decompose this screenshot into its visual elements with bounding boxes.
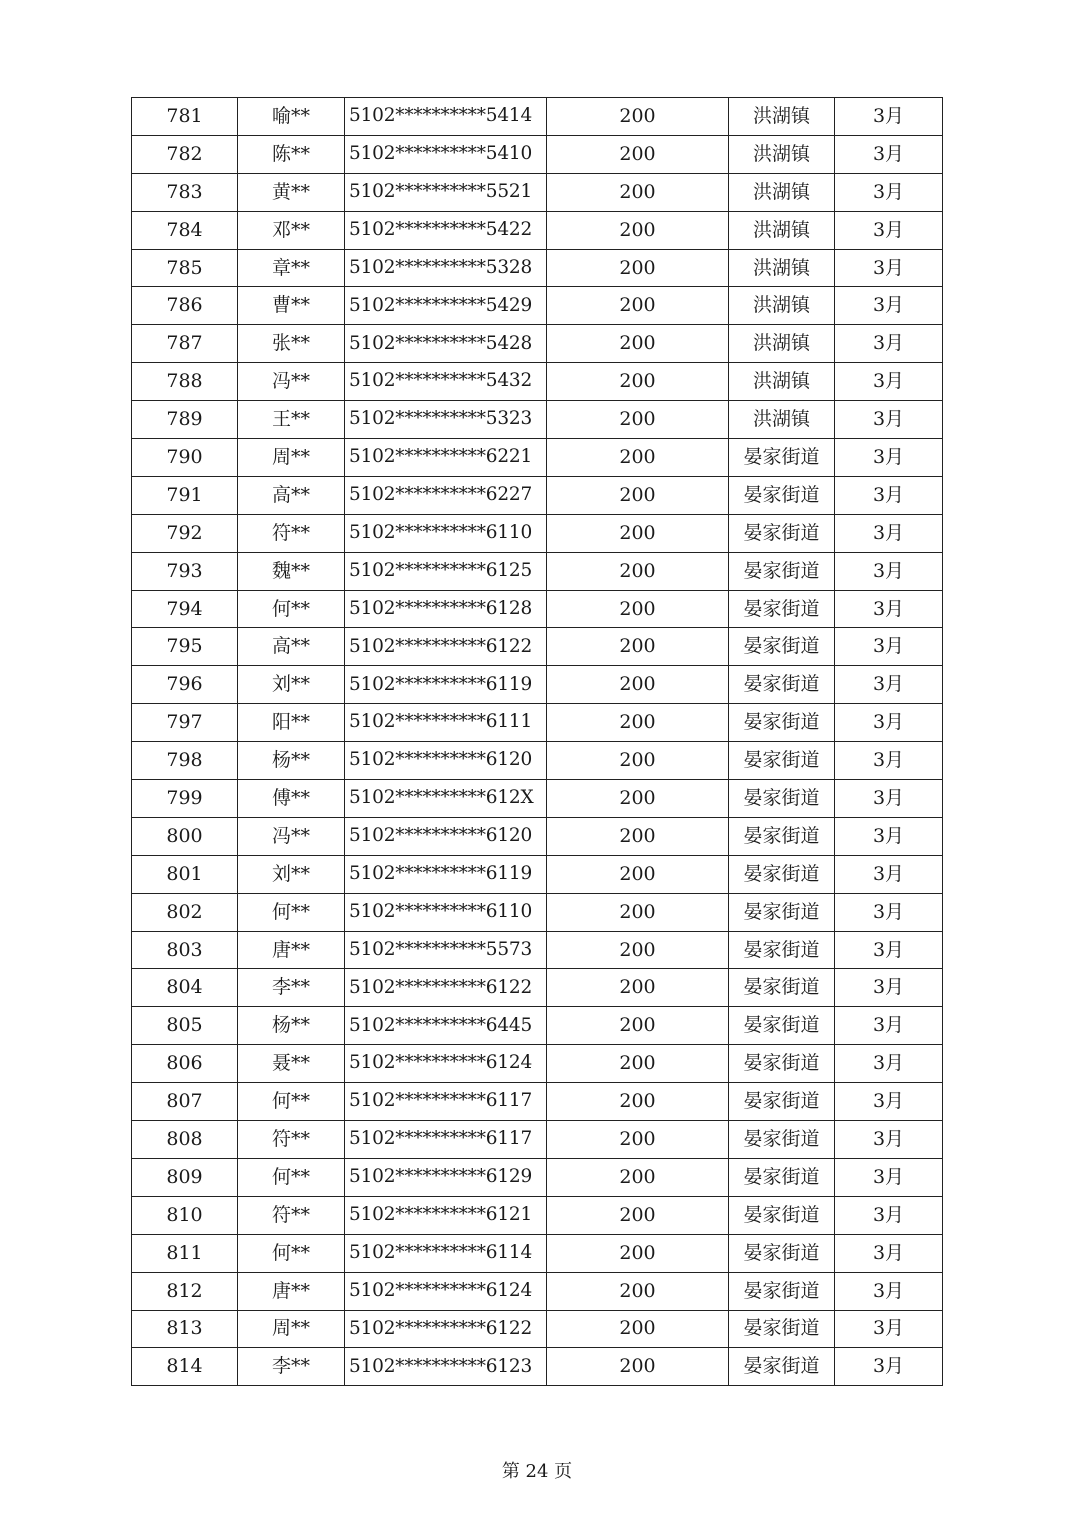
table-row [132,401,943,439]
cell-month: 3月 [835,439,943,477]
cell-amount: 200 [547,1045,729,1083]
cell-amount: 200 [547,969,729,1007]
cell-area: 晏家街道 [729,1045,835,1083]
cell-area: 晏家街道 [729,666,835,704]
cell-serial-number: 784 [132,211,238,249]
cell-id-number: 5102**********6114 [345,1234,547,1272]
cell-area: 晏家街道 [729,590,835,628]
cell-month: 3月 [835,1310,943,1348]
table-row [132,1083,943,1121]
cell-area: 晏家街道 [729,628,835,666]
cell-area: 晏家街道 [729,1158,835,1196]
cell-id-number: 5102**********6221 [345,439,547,477]
cell-serial-number: 796 [132,666,238,704]
cell-serial-number: 811 [132,1234,238,1272]
cell-name: 章** [238,249,345,287]
cell-area: 晏家街道 [729,969,835,1007]
cell-id-number: 5102**********6110 [345,893,547,931]
cell-month: 3月 [835,666,943,704]
cell-name: 周** [238,439,345,477]
page-number: 第 24 页 [501,1461,573,1482]
cell-amount: 200 [547,590,729,628]
cell-name: 高** [238,476,345,514]
cell-month: 3月 [835,1272,943,1310]
cell-name: 曹** [238,287,345,325]
cell-month: 3月 [835,1196,943,1234]
cell-serial-number: 814 [132,1348,238,1386]
cell-name: 杨** [238,742,345,780]
table-row [132,1234,943,1272]
cell-id-number: 5102**********6124 [345,1045,547,1083]
cell-serial-number: 809 [132,1158,238,1196]
cell-name: 冯** [238,363,345,401]
cell-id-number: 5102**********5521 [345,173,547,211]
cell-month: 3月 [835,1045,943,1083]
cell-month: 3月 [835,552,943,590]
cell-month: 3月 [835,1234,943,1272]
cell-serial-number: 786 [132,287,238,325]
cell-month: 3月 [835,931,943,969]
table-row [132,1121,943,1159]
cell-month: 3月 [835,476,943,514]
cell-serial-number: 793 [132,552,238,590]
cell-name: 符** [238,1196,345,1234]
cell-serial-number: 808 [132,1121,238,1159]
cell-amount: 200 [547,893,729,931]
cell-amount: 200 [547,742,729,780]
cell-amount: 200 [547,249,729,287]
table-row [132,249,943,287]
cell-id-number: 5102**********5422 [345,211,547,249]
cell-name: 冯** [238,817,345,855]
cell-amount: 200 [547,1007,729,1045]
cell-month: 3月 [835,211,943,249]
cell-amount: 200 [547,514,729,552]
cell-amount: 200 [547,855,729,893]
cell-serial-number: 800 [132,817,238,855]
cell-id-number: 5102**********6117 [345,1121,547,1159]
cell-amount: 200 [547,817,729,855]
cell-amount: 200 [547,1272,729,1310]
cell-id-number: 5102**********6129 [345,1158,547,1196]
cell-amount: 200 [547,476,729,514]
cell-id-number: 5102**********6122 [345,628,547,666]
cell-name: 刘** [238,666,345,704]
cell-area: 晏家街道 [729,1272,835,1310]
cell-serial-number: 802 [132,893,238,931]
cell-amount: 200 [547,211,729,249]
cell-serial-number: 812 [132,1272,238,1310]
cell-name: 喻** [238,98,345,136]
cell-month: 3月 [835,969,943,1007]
cell-month: 3月 [835,855,943,893]
cell-id-number: 5102**********5328 [345,249,547,287]
cell-id-number: 5102**********6117 [345,1083,547,1121]
cell-id-number: 5102**********6119 [345,855,547,893]
cell-serial-number: 807 [132,1083,238,1121]
cell-name: 何** [238,1234,345,1272]
cell-name: 何** [238,590,345,628]
cell-month: 3月 [835,1083,943,1121]
cell-serial-number: 792 [132,514,238,552]
table-row [132,1310,943,1348]
cell-serial-number: 805 [132,1007,238,1045]
cell-area: 洪湖镇 [729,287,835,325]
cell-id-number: 5102**********6227 [345,476,547,514]
cell-month: 3月 [835,363,943,401]
cell-area: 晏家街道 [729,817,835,855]
cell-area: 洪湖镇 [729,98,835,136]
cell-serial-number: 790 [132,439,238,477]
cell-area: 洪湖镇 [729,325,835,363]
cell-name: 傅** [238,780,345,818]
cell-serial-number: 803 [132,931,238,969]
cell-name: 符** [238,1121,345,1159]
table-row [132,1045,943,1083]
cell-area: 晏家街道 [729,1083,835,1121]
cell-serial-number: 797 [132,704,238,742]
table-row [132,1272,943,1310]
cell-amount: 200 [547,287,729,325]
table-row [132,325,943,363]
cell-area: 洪湖镇 [729,211,835,249]
table-row [132,1158,943,1196]
cell-name: 杨** [238,1007,345,1045]
table-row [132,552,943,590]
cell-id-number: 5102**********612X [345,780,547,818]
cell-serial-number: 801 [132,855,238,893]
cell-id-number: 5102**********6445 [345,1007,547,1045]
cell-serial-number: 798 [132,742,238,780]
table-row [132,287,943,325]
cell-name: 何** [238,1158,345,1196]
cell-month: 3月 [835,173,943,211]
cell-name: 周** [238,1310,345,1348]
cell-id-number: 5102**********6122 [345,969,547,1007]
cell-amount: 200 [547,1310,729,1348]
cell-amount: 200 [547,1158,729,1196]
cell-id-number: 5102**********5573 [345,931,547,969]
cell-id-number: 5102**********6119 [345,666,547,704]
cell-amount: 200 [547,1121,729,1159]
cell-month: 3月 [835,1348,943,1386]
cell-id-number: 5102**********6110 [345,514,547,552]
cell-id-number: 5102**********6122 [345,1310,547,1348]
cell-id-number: 5102**********6125 [345,552,547,590]
cell-area: 洪湖镇 [729,135,835,173]
table-row [132,969,943,1007]
cell-amount: 200 [547,931,729,969]
cell-area: 洪湖镇 [729,401,835,439]
table-row [132,1348,943,1386]
cell-area: 晏家街道 [729,780,835,818]
cell-serial-number: 806 [132,1045,238,1083]
cell-month: 3月 [835,249,943,287]
cell-area: 洪湖镇 [729,363,835,401]
cell-area: 洪湖镇 [729,173,835,211]
cell-name: 刘** [238,855,345,893]
cell-serial-number: 804 [132,969,238,1007]
cell-id-number: 5102**********6124 [345,1272,547,1310]
cell-name: 李** [238,969,345,1007]
cell-name: 李** [238,1348,345,1386]
table-row [132,817,943,855]
table-row [132,211,943,249]
table-row [132,666,943,704]
cell-month: 3月 [835,98,943,136]
cell-serial-number: 795 [132,628,238,666]
cell-month: 3月 [835,742,943,780]
cell-id-number: 5102**********6123 [345,1348,547,1386]
cell-area: 晏家街道 [729,476,835,514]
cell-name: 聂** [238,1045,345,1083]
table-row [132,742,943,780]
cell-amount: 200 [547,173,729,211]
cell-id-number: 5102**********5323 [345,401,547,439]
cell-area: 晏家街道 [729,514,835,552]
cell-amount: 200 [547,552,729,590]
cell-serial-number: 783 [132,173,238,211]
cell-id-number: 5102**********5432 [345,363,547,401]
table-row [132,98,943,136]
cell-amount: 200 [547,1196,729,1234]
cell-serial-number: 781 [132,98,238,136]
cell-area: 晏家街道 [729,893,835,931]
cell-amount: 200 [547,1234,729,1272]
cell-month: 3月 [835,287,943,325]
table-row [132,780,943,818]
cell-id-number: 5102**********6121 [345,1196,547,1234]
cell-amount: 200 [547,98,729,136]
cell-area: 晏家街道 [729,931,835,969]
table-row [132,931,943,969]
cell-area: 晏家街道 [729,1348,835,1386]
table-row [132,855,943,893]
cell-id-number: 5102**********5429 [345,287,547,325]
cell-name: 张** [238,325,345,363]
cell-serial-number: 787 [132,325,238,363]
cell-amount: 200 [547,666,729,704]
cell-id-number: 5102**********5410 [345,135,547,173]
cell-id-number: 5102**********6128 [345,590,547,628]
cell-amount: 200 [547,704,729,742]
table-row [132,628,943,666]
cell-area: 晏家街道 [729,742,835,780]
cell-serial-number: 782 [132,135,238,173]
cell-id-number: 5102**********6120 [345,742,547,780]
table-row [132,135,943,173]
cell-name: 魏** [238,552,345,590]
table-row [132,514,943,552]
cell-name: 何** [238,1083,345,1121]
cell-serial-number: 785 [132,249,238,287]
cell-area: 晏家街道 [729,552,835,590]
cell-month: 3月 [835,135,943,173]
cell-amount: 200 [547,1083,729,1121]
cell-amount: 200 [547,780,729,818]
cell-name: 唐** [238,1272,345,1310]
cell-name: 阳** [238,704,345,742]
cell-id-number: 5102**********6111 [345,704,547,742]
cell-name: 王** [238,401,345,439]
cell-month: 3月 [835,325,943,363]
cell-amount: 200 [547,439,729,477]
table-row [132,1007,943,1045]
cell-serial-number: 813 [132,1310,238,1348]
table-row [132,439,943,477]
cell-name: 唐** [238,931,345,969]
cell-serial-number: 794 [132,590,238,628]
cell-area: 晏家街道 [729,1196,835,1234]
cell-month: 3月 [835,704,943,742]
cell-name: 符** [238,514,345,552]
cell-amount: 200 [547,1348,729,1386]
table-row [132,173,943,211]
cell-id-number: 5102**********5414 [345,98,547,136]
cell-month: 3月 [835,1007,943,1045]
cell-name: 何** [238,893,345,931]
cell-area: 晏家街道 [729,855,835,893]
table-body [132,98,943,1386]
cell-month: 3月 [835,514,943,552]
cell-month: 3月 [835,1158,943,1196]
cell-amount: 200 [547,363,729,401]
cell-amount: 200 [547,325,729,363]
table-row [132,590,943,628]
cell-serial-number: 810 [132,1196,238,1234]
cell-serial-number: 789 [132,401,238,439]
cell-serial-number: 788 [132,363,238,401]
table-row [132,476,943,514]
cell-month: 3月 [835,780,943,818]
cell-area: 晏家街道 [729,1007,835,1045]
table-row [132,363,943,401]
cell-amount: 200 [547,401,729,439]
cell-id-number: 5102**********6120 [345,817,547,855]
subsidy-list-table [131,97,943,1386]
cell-area: 晏家街道 [729,704,835,742]
cell-month: 3月 [835,817,943,855]
table-row [132,893,943,931]
cell-name: 陈** [238,135,345,173]
cell-month: 3月 [835,893,943,931]
table-row [132,1196,943,1234]
table-row [132,704,943,742]
cell-month: 3月 [835,590,943,628]
cell-month: 3月 [835,628,943,666]
cell-name: 黄** [238,173,345,211]
cell-amount: 200 [547,628,729,666]
cell-amount: 200 [547,135,729,173]
cell-area: 晏家街道 [729,1310,835,1348]
cell-serial-number: 799 [132,780,238,818]
cell-area: 晏家街道 [729,439,835,477]
cell-area: 晏家街道 [729,1121,835,1159]
cell-area: 洪湖镇 [729,249,835,287]
cell-name: 高** [238,628,345,666]
cell-name: 邓** [238,211,345,249]
cell-id-number: 5102**********5428 [345,325,547,363]
cell-month: 3月 [835,1121,943,1159]
cell-month: 3月 [835,401,943,439]
cell-serial-number: 791 [132,476,238,514]
cell-area: 晏家街道 [729,1234,835,1272]
